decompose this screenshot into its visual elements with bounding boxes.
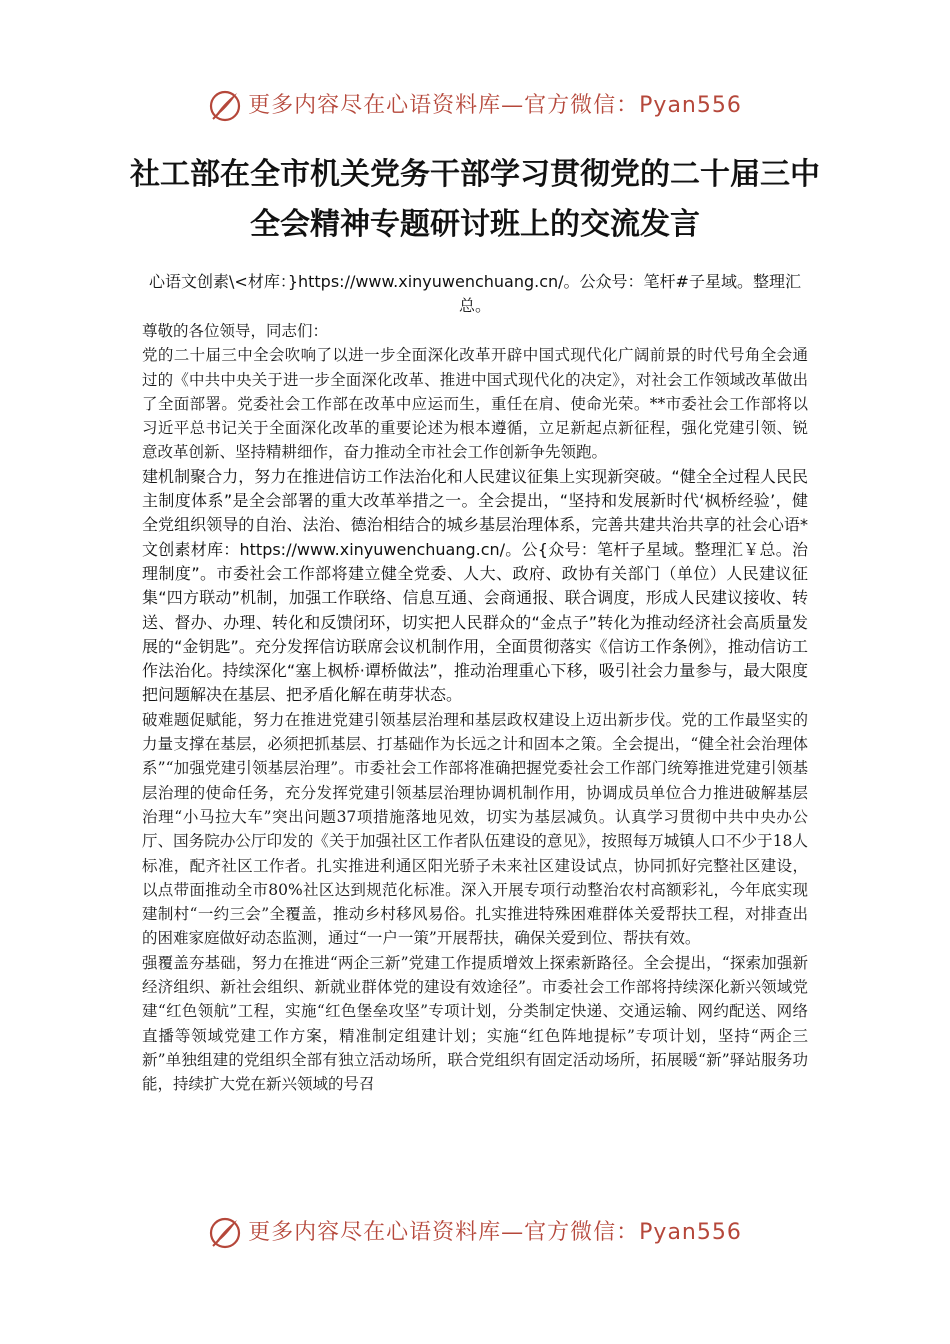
watermark-wechat-id: Pyan556 bbox=[639, 93, 742, 118]
footer-watermark bbox=[0, 1215, 950, 1250]
watermark-text: 更多内容尽在心语资料库—官方微信： bbox=[248, 1220, 640, 1245]
document-body bbox=[142, 319, 808, 1097]
greeting: 尊敬的各位领导，同志们： bbox=[142, 322, 329, 340]
watermark-wechat-id: Pyan556 bbox=[639, 1220, 742, 1245]
source-line: 心语文创素\<材库：}https://www.xinyuwenchuang.cn/。公众号：笔杆#子星域。整理汇总。 bbox=[149, 272, 801, 315]
document-title: 社工部在全市机关党务干部学习贯彻党的二十届三中全会精神专题研讨班上的交流发言 bbox=[130, 157, 820, 242]
paragraph-grassroots: 破难题促赋能，努力在推进党建引领基层治理和基层政权建设上迈出新步伐。党的工作最坚实的力量支撑在基层，必须把抓基层、打基础作为长远之计和固本之策。全会提出，“健全社会治理体系”“加强党建引领基层治理”。市委社会工作部将准确把握党委社会工作部门统筹推进党建引领基层治理的使命任务，充分发挥党建引领基层治理协调机制作用，协调成员单位合力推进破解基层治理“小马拉大车”突出问题37项措施落地见效，切实为基层减负。认真学习贯彻中共中央办公厅、国务院办公厅印发的《关于加强社区工作者队伍建设的意见》，按照每万城镇人口不少于18人标准，配齐社区工作者。扎实推进利通区阳光骄子未来社区建设试点，协同抓好完整社区建设，以点带面推动全市80%社区达到规范化标准。深入开展专项行动整治农村高额彩礼，今年底实现建制村“一约三会”全覆盖，推动乡村移风易俗。扎实推进特殊困难群体关爱帮扶工程，对排查出的困难家庭做好动态监测，通过“一户一策”开展帮扶，确保关爱到位、帮扶有效。 bbox=[142, 710, 808, 948]
paragraph-mechanism: 建机制聚合力，努力在推进信访工作法治化和人民建议征集上实现新突破。“健全全过程人民民主制度体系”是全会部署的重大改革举措之一。全会提出，“坚持和发展新时代‘枫桥经验’，健全党组织领导的自治、法治、德治相结合的城乡基层治理体系，完善共建共治共享的社会心语*文创素材库：https://www.xinyuwenchuang.cn/。公{众号：笔杆子星域。整理汇￥总。治理制度”。市委社会工作部将建立健全党委、人大、政府、政协有关部门（单位）人民建议征集“四方联动”机制，加强工作联络、信息互通、会商通报、联合调度，形成人民建议接收、转送、督办、办理、转化和反馈闭环，切实把人民群众的“金点子”转化为推动经济社会高质量发展的“金钥匙”。充分发挥信访联席会议机制作用，全面贯彻落实《信访工作条例》，推动信访工作法治化。持续深化“塞上枫桥·谭桥做法”，推动治理重心下移，吸引社会力量参与，最大限度把问题解决在基层、把矛盾化解在萌芽状态。 bbox=[142, 466, 808, 705]
watermark-text: 更多内容尽在心语资料库—官方微信： bbox=[248, 93, 640, 118]
paragraph-intro: 党的二十届三中全会吹响了以进一步全面深化改革开辟中国式现代化广阔前景的时代号角全会通过的《中共中央关于进一步全面深化改革、推进中国式现代化的决定》，对社会工作领域改革做出了全面部署。党委社会工作部在改革中应运而生，重任在肩、使命光荣。**市委社会工作部将以习近平总书记关于全面深化改革的重要论述为根本遵循，立足新起点新征程，强化党建引领、锐意改革创新、坚持精耕细作，奋力推动全市社会工作创新争先领跑。 bbox=[142, 346, 808, 462]
header-watermark bbox=[0, 88, 950, 123]
quill-logo-icon bbox=[208, 89, 242, 123]
quill-logo-icon bbox=[208, 1216, 242, 1250]
paragraph-coverage: 强覆盖夯基础，努力在推进“两企三新”党建工作提质增效上探索新路径。全会提出，“探索加强新经济组织、新社会组织、新就业群体党的建设有效途径”。市委社会工作部将持续深化新兴领域党建“红色领航”工程，实施“红色堡垒攻坚”专项计划，分类制定快递、交通运输、网约配送、网络直播等领域党建工作方案，精准制定组建计划；实施“红色阵地提标”专项计划，坚持“两企三新”单独组建的党组织全部有独立活动场所，联合党组织有固定活动场所，拓展暖“新”驿站服务功能，持续扩大党在新兴领域的号召 bbox=[142, 953, 808, 1094]
